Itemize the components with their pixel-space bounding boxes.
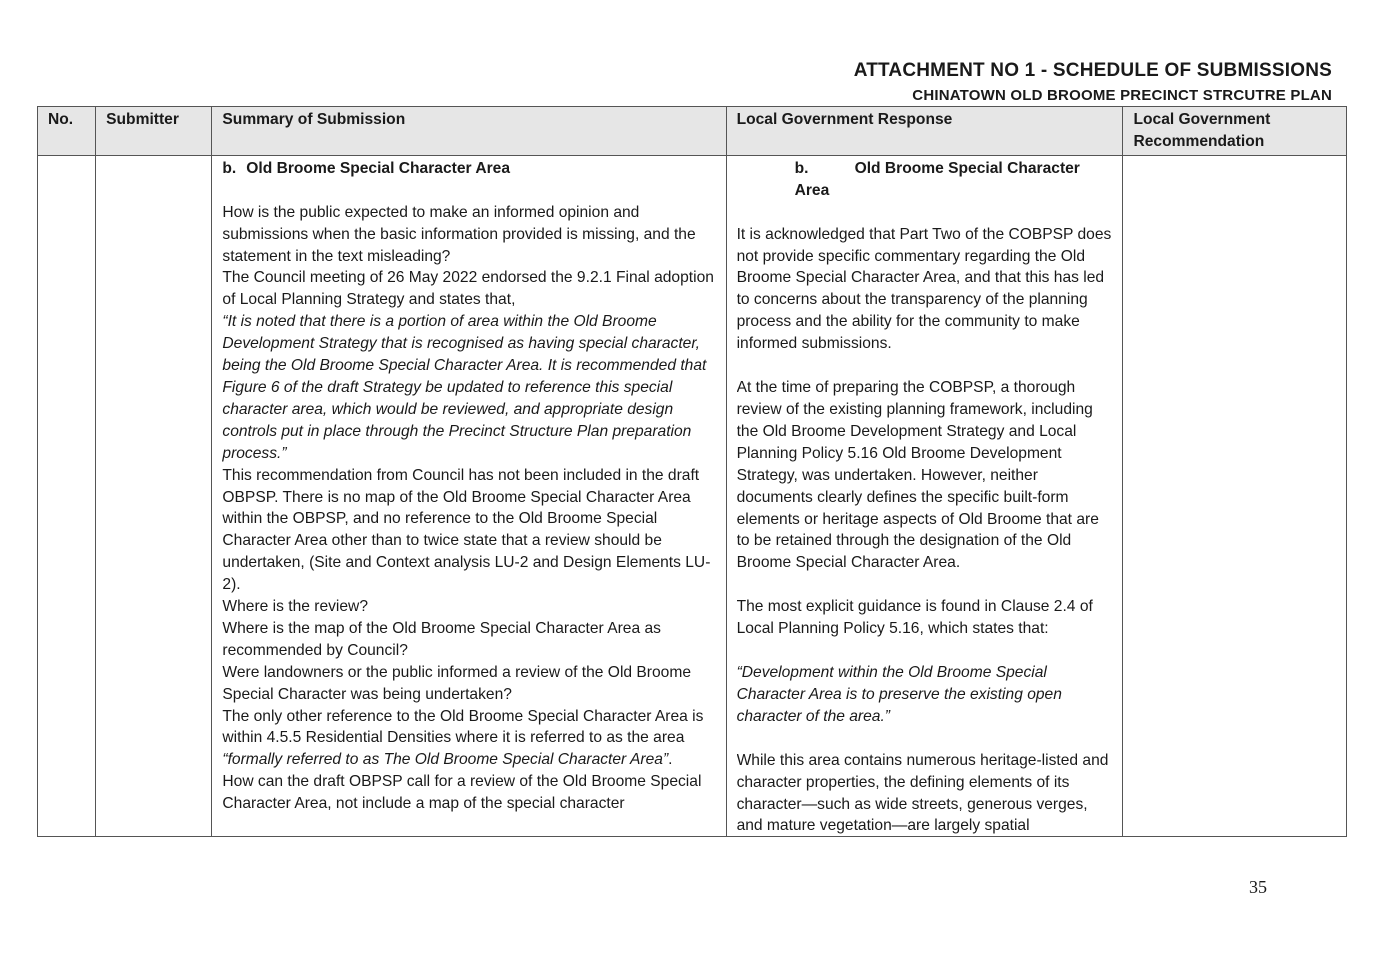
summary-paragraph: How can the draft OBPSP call for a review of the Old Broome Special Character Area, not include a map of the special character xyxy=(222,773,702,813)
response-paragraph: It is acknowledged that Part Two of the COBPSP does not provide specific commentary regarding the Old Broome Special Character Area, and that this has led to concerns about the transparency of the planning process and the ability for the community to make informed submissions. xyxy=(736,225,1112,353)
summary-paragraph: The only other reference to the Old Broome Special Character Area is within 4.5.5 Residential Densities where it is referred to as the area “formally referred to as The Old Broome Special Character Area”. xyxy=(222,707,704,769)
column-header-summary: Summary of Submission xyxy=(212,107,726,156)
column-header-no: No. xyxy=(38,107,96,156)
response-paragraph: While this area contains numerous heritage-listed and character properties, the defining elements of its character—such as wide streets, generous verges, and mature vegetation—are largely spatial xyxy=(736,751,1109,834)
column-header-response: Local Government Response xyxy=(726,107,1123,156)
response-paragraph: The most explicit guidance is found in Clause 2.4 of Local Planning Policy 5.16, which states that: xyxy=(736,598,1093,638)
summary-quote: “It is noted that there is a portion of area within the Old Broome Development Strategy that is recognised as having special character, being the Old Broome Special Character Area. It is recommended that Figure 6 of the draft Strategy be updated to reference this special character area, which would be reviewed, and appropriate design controls put in place through the Precinct Structure Plan preparation process.” xyxy=(222,313,707,462)
summary-question: Were landowners or the public informed a review of the Old Broome Special Character was being undertaken? xyxy=(222,663,692,703)
summary-paragraph: This recommendation from Council has not been included in the draft OBPSP. There is no map of the Old Broome Special Character Area within the OBPSP, and no reference to the Old Broome Special Character Area other than to twice state that a review should be undertaken, (Site and Context analysis LU-2 and Design Elements LU-2). xyxy=(222,466,711,594)
summary-section-heading: b. Old Broome Special Character Area xyxy=(222,159,510,177)
document-title: ATTACHMENT NO 1 - SCHEDULE OF SUBMISSIONS xyxy=(853,60,1332,81)
response-section-heading: b. Old Broome Special Character Area xyxy=(794,159,1080,199)
table-header-row xyxy=(38,107,1347,156)
cell-submitter xyxy=(96,155,212,836)
cell-recommendation xyxy=(1123,155,1347,836)
submissions-table xyxy=(37,106,1347,837)
response-paragraph: At the time of preparing the COBPSP, a thorough review of the existing planning framework, including the Old Broome Development Strategy and Local Planning Policy 5.16 Old Broome Development Strategy, was undertaken. However, neither documents clearly defines the specific built-form elements or heritage aspects of Old Broome that are to be retained through the designation of the Old Broome Special Character Area. xyxy=(736,379,1099,572)
summary-paragraph: The Council meeting of 26 May 2022 endorsed the 9.2.1 Final adoption of Local Planning Strategy and states that, xyxy=(222,269,714,309)
cell-response xyxy=(726,155,1123,836)
table-row xyxy=(38,155,1347,836)
document-subtitle: CHINATOWN OLD BROOME PRECINCT STRCUTRE PLAN xyxy=(912,87,1332,104)
summary-paragraph: How is the public expected to make an informed opinion and submissions when the basic information provided is missing, and the statement in the text misleading? xyxy=(222,203,696,265)
cell-no xyxy=(38,155,96,836)
summary-question: Where is the map of the Old Broome Special Character Area as recommended by Council? xyxy=(222,619,661,659)
column-header-submitter: Submitter xyxy=(96,107,212,156)
column-header-recommendation: Local Government Recommendation xyxy=(1123,107,1347,156)
cell-summary xyxy=(212,155,726,836)
page-number: 35 xyxy=(1249,877,1267,897)
response-quote: “Development within the Old Broome Special Character Area is to preserve the existing open character of the area.” xyxy=(736,664,1062,725)
summary-question: Where is the review? xyxy=(222,598,368,616)
